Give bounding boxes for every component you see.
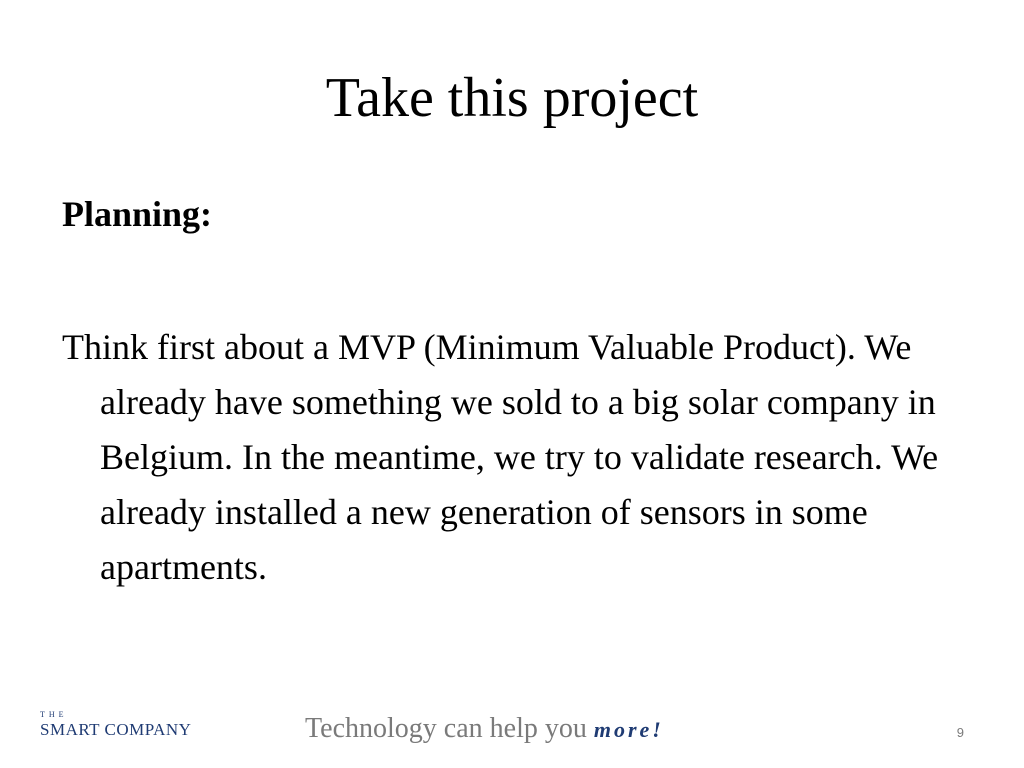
tagline-emphasis: more! (593, 717, 664, 742)
page-number: 9 (956, 725, 964, 740)
slide-title: Take this project (325, 67, 699, 129)
logo-name-text: SMART COMPANY (40, 720, 192, 739)
logo-the-text: THE (40, 710, 68, 719)
footer-tagline (305, 711, 664, 748)
body-paragraph: Think first about a MVP (Minimum Valuable Product). We already have something we sold to a big solar company in Belgium. In the meantime, we try to validate research. We already installed a new generation of sensors in some apartments. (62, 327, 939, 587)
company-logo (40, 710, 191, 740)
tagline-text: Technology can help you (305, 713, 587, 744)
section-heading: Planning: (62, 194, 213, 234)
